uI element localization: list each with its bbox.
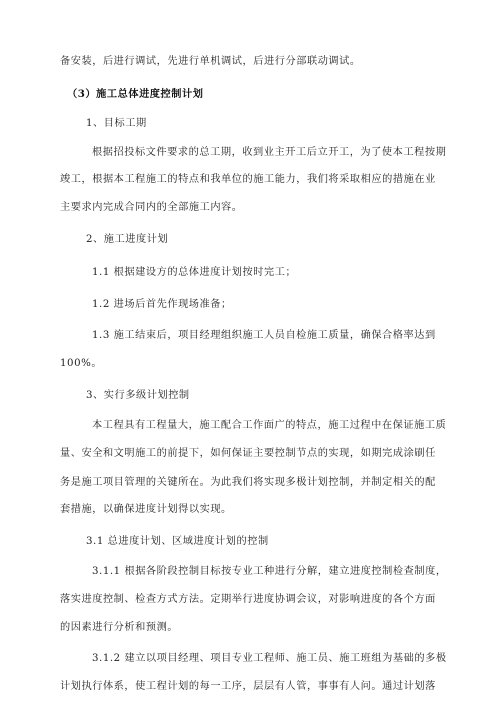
list-item: 1.3 施工结束后，项目经理组织施工人员自检施工质量，确保合格率达到 (92, 329, 436, 341)
list-item: 1.2 进场后首先作现场准备； (92, 299, 232, 310)
paragraph-line: 量、安全和文明施工的前提下，如何保证主要控制节点的实现，如期完成涂刷任 (60, 447, 436, 459)
paragraph-line: 本工程具有工程量大，施工配合工作面广的特点，施工过程中在保证施工质 (92, 420, 447, 432)
paragraph-line: 务是施工项目管理的关键所在。为此我们将实现多极计划控制，并制定相关的配 (60, 476, 436, 488)
paragraph-line: 备安装，后进行调试，先进行单机调试，后进行分部联动调试。 (60, 56, 361, 67)
paragraph-line: 主要求内完成合同内的全部施工内容。 (60, 202, 243, 214)
paragraph-line: 落实进度控制、检查方式方法。定期举行进度协调会议，对影响进度的各个方面 (60, 594, 436, 605)
paragraph-line: 计划执行体系，使工程计划的每一工序，层层有人管，事事有人问。通过计划落 (60, 681, 436, 692)
subsection-heading: 3、实行多级计划控制 (86, 389, 190, 401)
paragraph-line: 根据招投标文件要求的总工期，收到业主开工后立开工，为了使本工程按期 (92, 146, 447, 158)
paragraph-line: 的因素进行分析和预测。 (60, 621, 179, 633)
paragraph-line: 竣工，根据本工程施工的特点和我单位的施工能力，我们将采取相应的措施在业 (60, 174, 436, 186)
paragraph-line: 100%。 (60, 358, 103, 370)
subsection-heading: 3.1 总进度计划、区域进度计划的控制 (86, 535, 269, 547)
paragraph-line: 3.1.2 建立以项目经理、项目专业工程师、施工员、施工班组为基础的多极 (92, 653, 447, 665)
section-heading: （3）施工总体进度控制计划 (67, 88, 204, 101)
list-item: 1.1 根据建设方的总体进度计划按时完工； (92, 266, 297, 278)
subsection-heading: 2、施工进度计划 (86, 234, 169, 246)
subsection-heading: 1、目标工期 (86, 117, 147, 129)
paragraph-line: 套措施，以确保进度计划得以实现。 (60, 504, 232, 516)
paragraph-line: 3.1.1 根据各阶段控制目标按专业工种进行分解，建立进度控制检查制度， (92, 566, 447, 578)
